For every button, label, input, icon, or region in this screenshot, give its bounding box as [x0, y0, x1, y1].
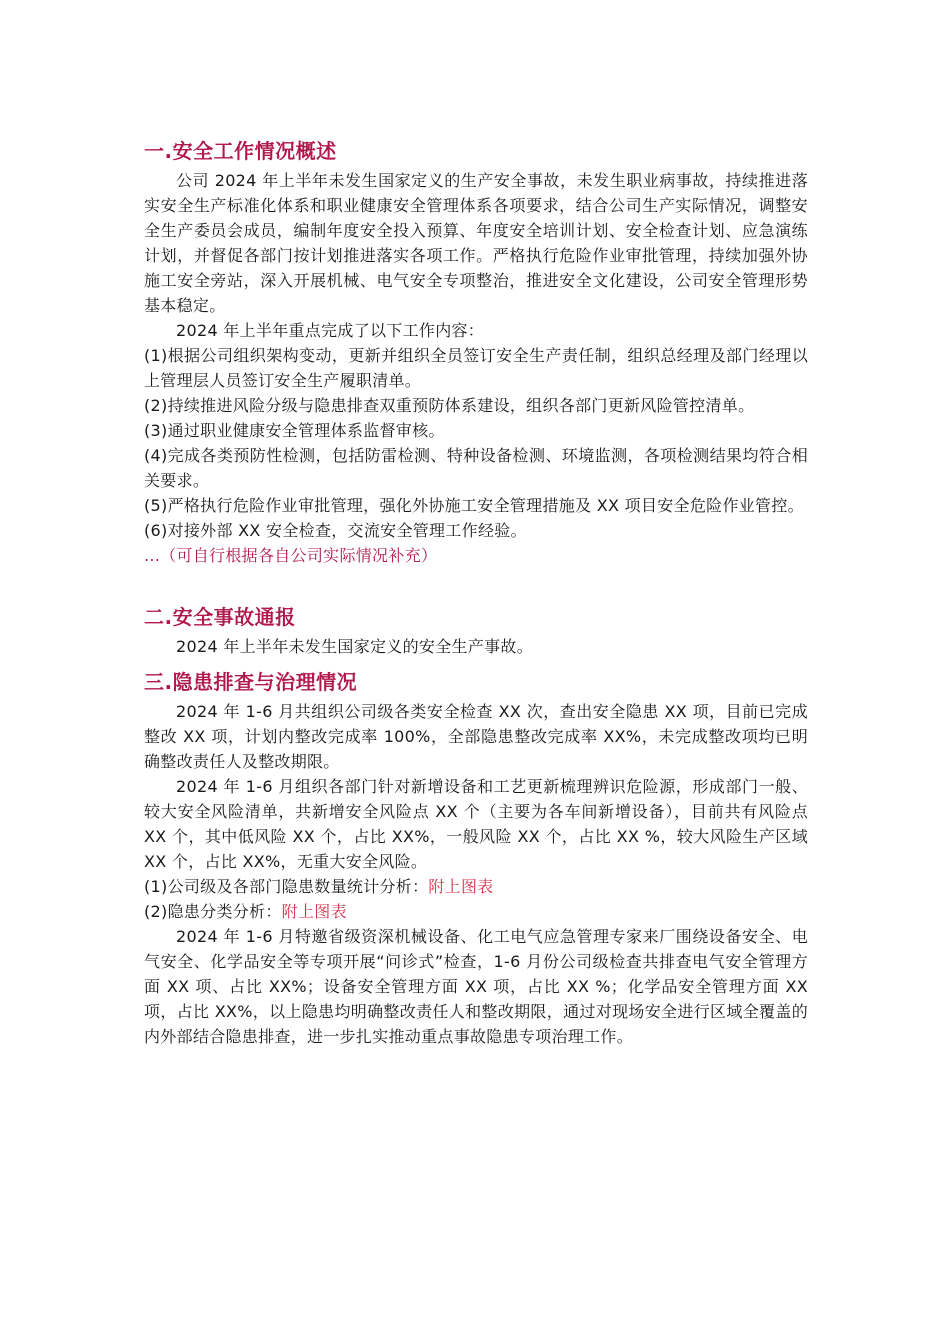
hazard-category-label: (2)隐患分类分析：: [144, 902, 282, 921]
work-item: (3)通过职业健康安全管理体系监督审核。: [144, 421, 445, 440]
work-item: (4)完成各类预防性检测，包括防雷检测、特种设备检测、环境监测，各项检测结果均符合相关要求。: [144, 446, 808, 490]
expert-inspection-paragraph: 2024 年 1-6 月特邀省级资深机械设备、化工电气应急管理专家来厂围绕设备安全、电气安全、化学品安全等专项开展“问诊式”检查，1-6 月份公司级检查共排查电气安全管理方面 XX 项、占比 XX%；设备安全管理方面 XX 项，占比 XX %；化学品安全管理方面 XX 项，占比 XX%，以上隐患均明确整改责任人和整改期限，通过对现场安全进行区域全覆盖的内外部结合隐患排查，进一步扎实推动重点事故隐患专项治理工作。: [144, 927, 808, 1046]
work-item: (6)对接外部 XX 安全检查，交流安全管理工作经验。: [144, 521, 527, 540]
key-work-intro: 2024 年上半年重点完成了以下工作内容：: [176, 321, 485, 340]
supplement-note: ...（可自行根据各自公司实际情况补充）: [144, 546, 438, 565]
work-item: (5)严格执行危险作业审批管理，强化外协施工安全管理措施及 XX 项目安全危险作业管控。: [144, 496, 804, 515]
work-item: (2)持续推进风险分级与隐患排查双重预防体系建设，组织各部门更新风险管控清单。: [144, 396, 755, 415]
hazard-stats-item: [144, 874, 808, 899]
section-heading-accidents: 二.安全事故通报: [144, 605, 296, 629]
section-spacer: [144, 568, 808, 600]
section-heading-overview: 一.安全工作情况概述: [144, 139, 337, 163]
work-item: (1)根据公司组织架构变动，更新并组织全员签订安全生产责任制，组织总经理及部门经理以上管理层人员签订安全生产履职清单。: [144, 346, 808, 390]
accident-paragraph: 2024 年上半年未发生国家定义的安全生产事故。: [176, 637, 534, 656]
attach-chart-note: 附上图表: [428, 877, 494, 896]
section-heading-hazards: 三.隐患排查与治理情况: [144, 670, 358, 694]
risk-identification-paragraph: 2024 年 1-6 月组织各部门针对新增设备和工艺更新梳理辨识危险源，形成部门一般、较大安全风险清单，共新增安全风险点 XX 个（主要为各车间新增设备），目前共有风险点 XX 个，其中低风险 XX 个，占比 XX%，一般风险 XX 个，占比 XX %，较大风险生产区域 XX 个，占比 XX%，无重大安全风险。: [144, 777, 808, 871]
hazard-check-paragraph: 2024 年 1-6 月共组织公司级各类安全检查 XX 次，查出安全隐患 XX 项，目前已完成整改 XX 项，计划内整改完成率 100%，全部隐患整改完成率 XX%，未完成整改项均已明确整改责任人及整改期限。: [144, 702, 808, 771]
overview-paragraph: 公司 2024 年上半年未发生国家定义的生产安全事故，未发生职业病事故，持续推进落实安全生产标准化体系和职业健康安全管理体系各项要求，结合公司生产实际情况，调整安全生产委员会成员，编制年度安全投入预算、年度安全培训计划、安全检查计划、应急演练计划，并督促各部门按计划推进落实各项工作。严格执行危险作业审批管理，持续加强外协施工安全旁站，深入开展机械、电气安全专项整治，推进安全文化建设，公司安全管理形势基本稳定。: [144, 171, 808, 315]
attach-chart-note: 附上图表: [281, 902, 347, 921]
document-page: [144, 134, 808, 1049]
hazard-category-item: [144, 899, 808, 924]
hazard-stats-label: (1)公司级及各部门隐患数量统计分析：: [144, 877, 429, 896]
